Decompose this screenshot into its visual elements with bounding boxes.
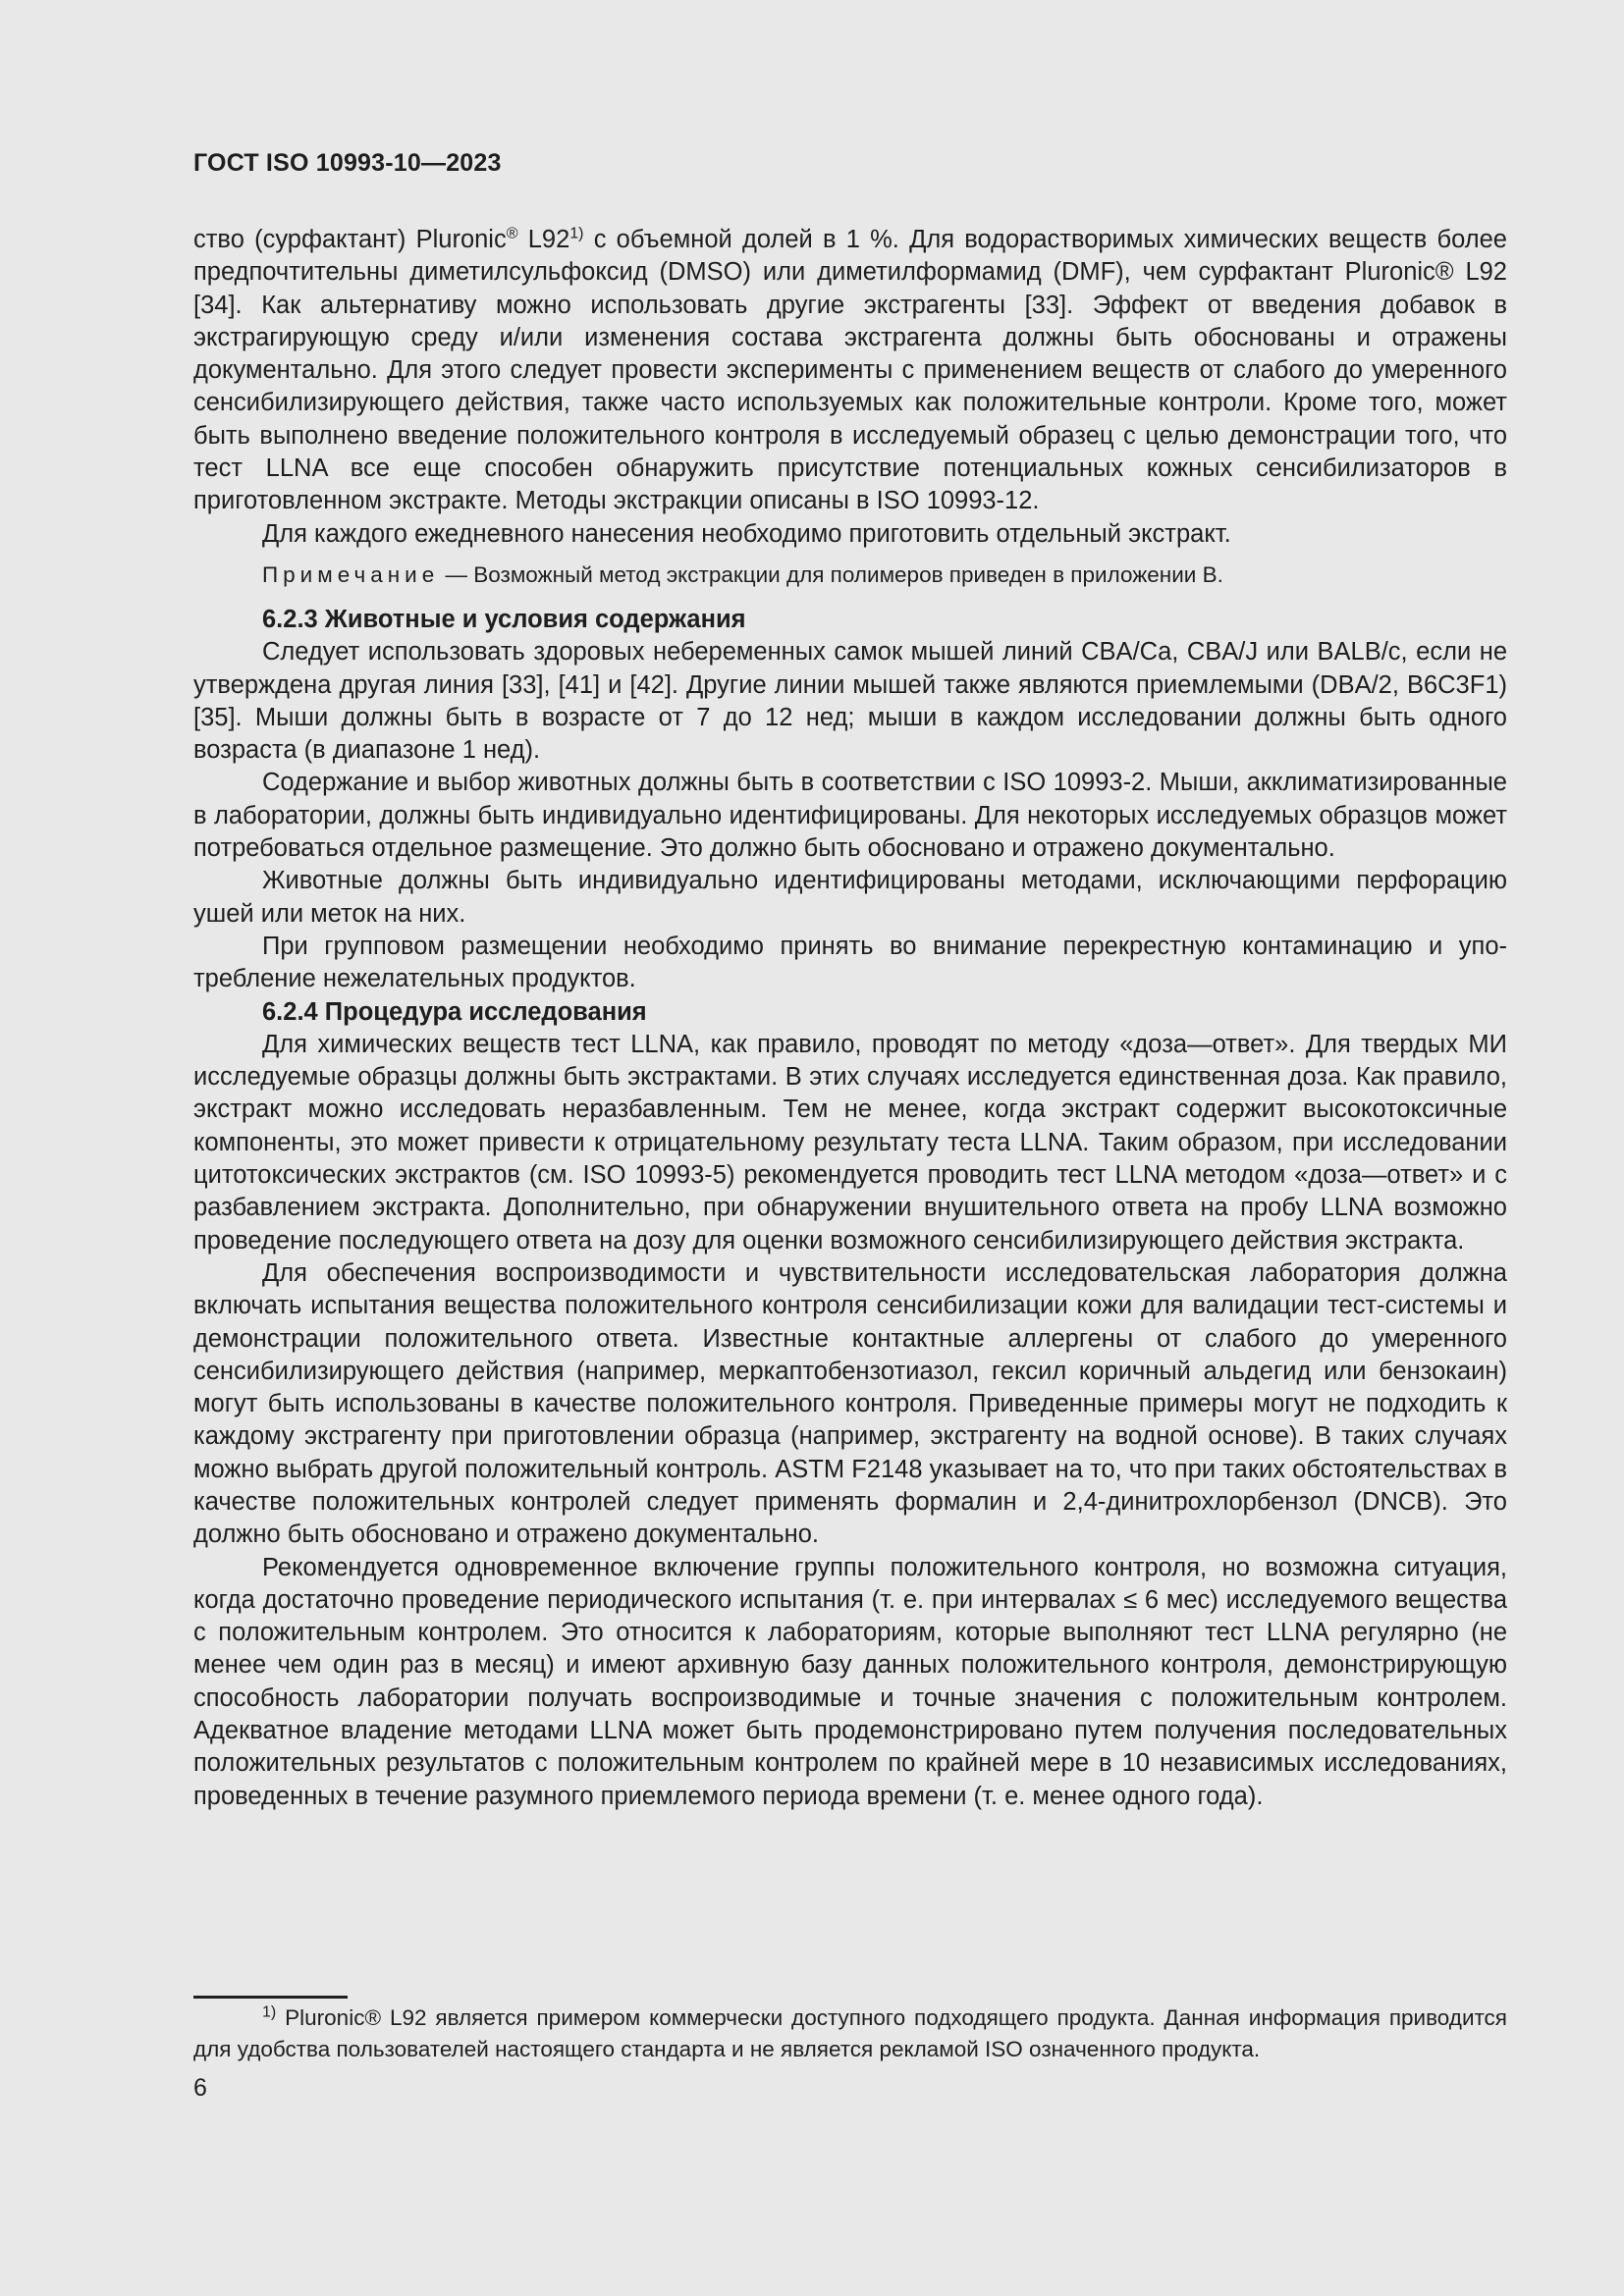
text-run: L92: [517, 226, 570, 253]
paragraph-daily-extract: Для каждого ежедневного нанесения необходимо приготовить отдельный экстракт.: [262, 519, 1231, 548]
note-label: Примечание: [262, 561, 440, 587]
page-number: 6: [193, 2074, 207, 2102]
body-text: [193, 224, 1507, 1813]
footnote: [193, 2002, 1507, 2065]
section-heading-6-2-3: 6.2.3 Животные и условия содержания: [262, 605, 746, 633]
page-header-title: ГОСТ ISO 10993-10—2023: [193, 149, 502, 177]
note: [193, 561, 1507, 590]
section-heading-6-2-4: 6.2.4 Процедура исследования: [262, 997, 647, 1026]
footnote-text: Pluronic® L92 является примером коммерчески доступного подходящего продукта. Данная информация приводится для удобства пользователей настоящего стандарта и не является рекламой ISO означенного продукта.: [193, 2005, 1507, 2061]
registered-mark: ®: [506, 225, 518, 242]
footnote-reference[interactable]: 1): [569, 225, 584, 242]
paragraph-housing: Содержание и выбор животных должны быть в соответствии с ISO 10993-2. Мыши, акклиматизированные в лаборатории, должны быть индивидуально идентифицированы. Для некоторых исследуемых образцов может потребоваться отдельное размещение. Это должно быть обосновано и отражено документально.: [193, 769, 1507, 863]
paragraph-mice-strains: Следует использовать здоровых небеременных самок мышей линий CBA/Ca, CBA/J или BALB/c, если не утверждена другая линия [33], [41] и [42]. Другие линии мышей также являются приемлемыми (DBA/2, B6C3F1) [35]. Мыши должны быть в возрасте от 7 до 12 нед; мыши в каждом исследовании должны быть одного возраста (в диапазоне 1 нед).: [193, 638, 1507, 765]
paragraph-identification: Животные должны быть индивидуально идентифицированы методами, исключающими перфорацию ушей или меток на них.: [193, 867, 1507, 928]
footnote-marker: 1): [262, 2003, 277, 2021]
paragraph-group-housing: При групповом размещении необходимо принять во внимание перекрестную контаминацию и употребление нежелательных продуктов.: [193, 932, 1507, 993]
footnote-separator: [193, 1996, 348, 1999]
paragraph-periodic-testing: Рекомендуется одновременное включение группы положительного контроля, но возможна ситуация, когда достаточно проведение периодического испытания (т. е. при интервалах ≤ 6 мес) исследуемого вещества с положительным контролем. Это относится к лабораториям, которые выполняют тест LLNA регулярно (не менее чем один раз в месяц) и имеют архивную базу данных положительного контроля, демонстрирующую способность лаборатории получать воспроизводимые и точные значения с положительным контролем. Адекватное владение методами LLNA может быть продемонстрировано путем получения последовательных положительных результатов с положительным контролем по крайней мере в 10 независимых исследованиях, проведенных в течение разумного приемлемого периода времени (т. е. менее одного года).: [193, 1553, 1507, 1810]
paragraph-positive-control: Для обеспечения воспроизводимости и чувствительности исследовательская лаборатория должна включать испытания вещества положительного контроля сенсибилизации кожи для валидации тест-системы и демонстрации положительного ответа. Известные контактные аллергены от слабого до умеренного сенсибилизирующего действия (например, меркаптобензотиазол, гексил коричный альдегид или бензокаин) могут быть использованы в качестве положительного контроля. Приведенные примеры могут не подходить к каждому экстрагенту при приготовлении образца (например, экстрагенту на водной основе). В таких случаях можно выбрать другой положительный контроль. ASTM F2148 указывает на то, что при таких обстоятельствах в качестве положительных контролей следует применять формалин и 2,4-динитрохлорбензол (DNCB). Это должно быть обосновано и отражено документально.: [193, 1258, 1507, 1549]
note-text: — Возможный метод экстракции для полимеров приведен в приложении В.: [439, 561, 1223, 587]
text-run: с объемной долей в 1 %. Для водорастворимых химических веществ более предпочтительны диметилсульфоксид (DMSO) или диметилформамид (DMF), чем сурфактант Pluronic® L92 [34]. Как альтернативу можно использовать другие экстрагенты [33]. Эффект от введения добавок в экстрагирующую среду и/или изменения состава экстрагента должны быть обоснованы и отражены документально. Для этого следует провести эксперименты с применением веществ от слабого до умеренного сенсибилизирующего действия, также часто используемых как положительные контроли. Кроме того, может быть выполнено введение положительного контроля в исследуемый образец с целью демонстрации того, что тест LLNA все еще способен обнаружить присутствие потенциальных кожных сенсибилизаторов в приготовленном экстракте. Методы экстракции описаны в ISO 10993-12.: [193, 226, 1507, 515]
paragraph-surfactant: [193, 224, 1507, 518]
paragraph-dose-response: Для химических веществ тест LLNA, как правило, проводят по методу «доза—ответ». Для твердых МИ исследуемые образцы должны быть экстрактами. В этих случаях исследуется единственная доза. Как правило, экстракт можно исследовать неразбавленным. Тем не менее, когда экстракт содержит высокотоксичные компоненты, это может привести к отрицательному результату теста LLNA. Таким образом, при исследовании цитотоксических экстрактов (см. ISO 10993-5) рекомендуется проводить тест LLNA методом «доза—ответ» и с разбавлением экстракта. Дополнительно, при обнаружении внушительного ответа на пробу LLNA возможно проведение последующего ответа на дозу для оценки возможного сенсибилизирующего действия экстракта.: [193, 1030, 1507, 1255]
text-run: ство (сурфактант) Pluronic: [193, 226, 507, 253]
